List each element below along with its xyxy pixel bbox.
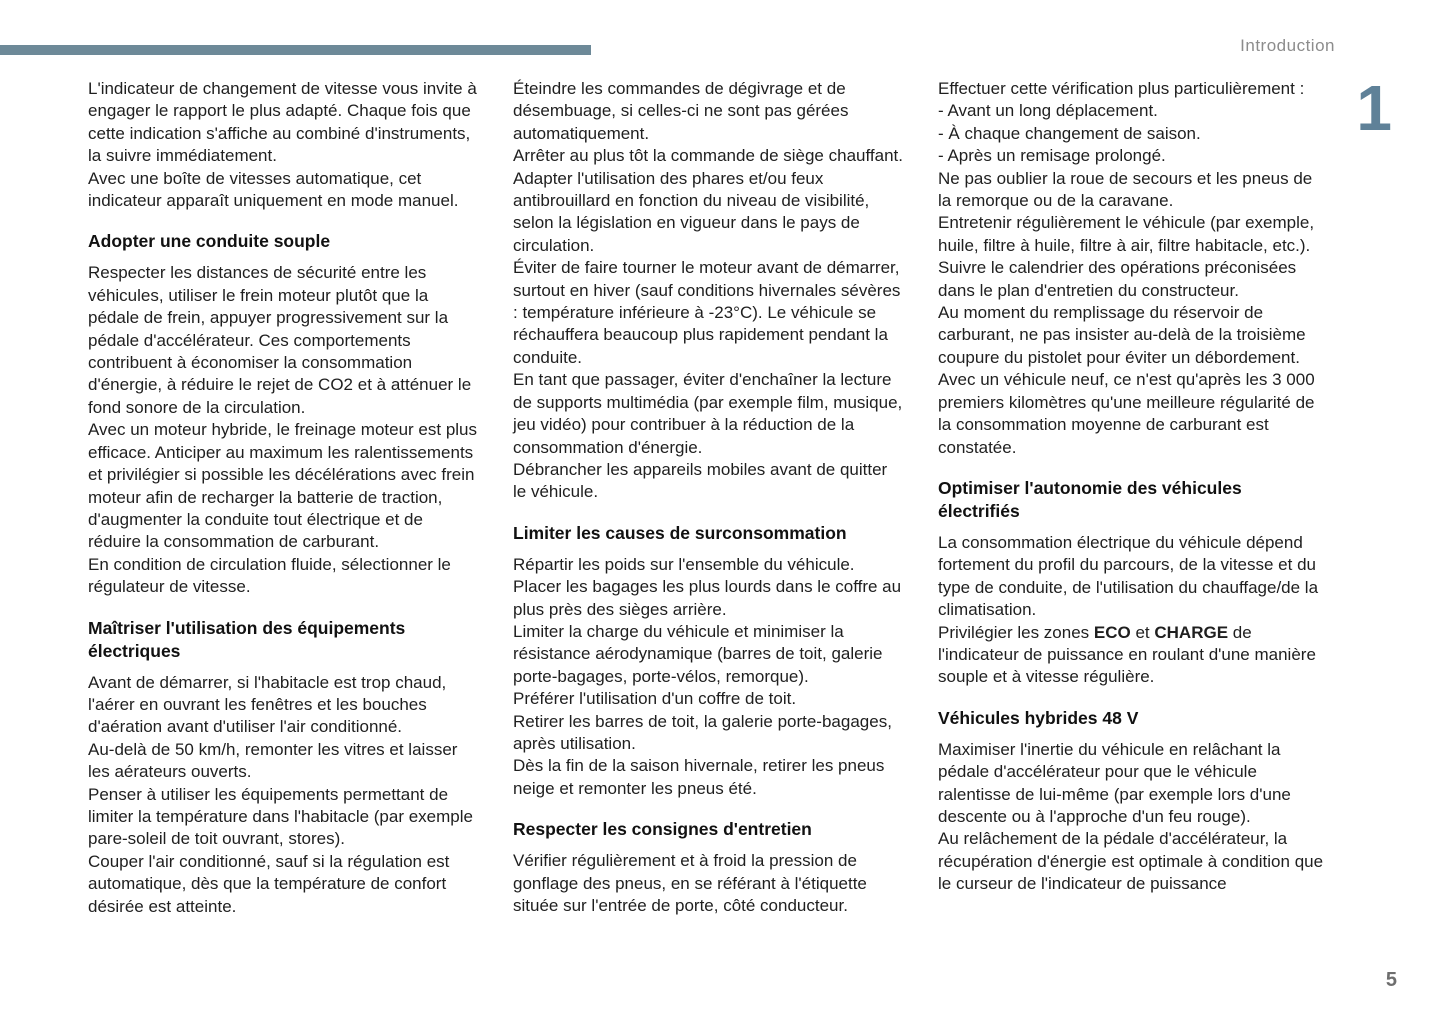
text-line: Au moment du remplissage du réservoir de carburant, ne pas insister au-delà de la troisième coupure du pistolet pour éviter un débordement. bbox=[938, 303, 1306, 367]
text-line: Débrancher les appareils mobiles avant de quitter le véhicule. bbox=[513, 459, 888, 502]
column-1 bbox=[88, 78, 478, 918]
text-line: - À chaque changement de saison. bbox=[938, 123, 1201, 143]
text-line: - Avant un long déplacement. bbox=[938, 101, 1158, 121]
text-line: L'indicateur de changement de vitesse vous invite à engager le rapport le plus adapté. Chaque fois que cette indication s'affiche au combiné d'instruments, la suivre immédiatement. bbox=[88, 79, 477, 166]
column-2 bbox=[513, 78, 903, 918]
text-line: Avec un moteur hybride, le freinage moteur est plus efficace. Anticiper au maximum les ralentissements et privilégier si possible les décélérations avec frein moteur afin de recharger la batterie de traction, d'augmenter la conduite tout électrique et de réduire la consommation de carburant. bbox=[88, 420, 478, 552]
page-number: 5 bbox=[1385, 969, 1397, 991]
text-line: Au relâchement de la pédale d'accélérateur, la récupération d'énergie est optimale à condition que le curseur de l'indicateur de puissance bbox=[938, 829, 1324, 894]
text-line: Maximiser l'inertie du véhicule en relâchant la pédale d'accélérateur pour que le véhicule ralentisse de lui-même (par exemple lors d'une descente ou à l'approche d'un feu rouge). bbox=[938, 739, 1291, 826]
paragraph bbox=[88, 672, 478, 918]
section-heading: Limiter les causes de surconsommation bbox=[513, 522, 847, 543]
text-line: Couper l'air conditionné, sauf si la régulation est automatique, dès que la température de confort désirée est atteinte. bbox=[88, 851, 450, 916]
text-line: Entretenir régulièrement le véhicule (par exemple, huile, filtre à huile, filtre à air, filtre habitacle, etc.). Suivre le calendrier des opérations préconisées dans le plan d'entretien du constructeur. bbox=[938, 213, 1315, 300]
paragraph bbox=[513, 78, 903, 504]
paragraph bbox=[938, 78, 1328, 459]
text-line: Préférer l'utilisation d'un coffre de toit. bbox=[513, 689, 797, 709]
section-heading: Respecter les consignes d'entretien bbox=[513, 819, 812, 840]
text-line: Effectuer cette vérification plus particulièrement : bbox=[938, 79, 1305, 98]
text-line: - Après un remisage prolongé. bbox=[938, 146, 1166, 166]
text-line: Retirer les barres de toit, la galerie porte-bagages, après utilisation. bbox=[513, 711, 892, 753]
section-heading: Maîtriser l'utilisation des équipements électriques bbox=[88, 617, 406, 661]
content-columns bbox=[88, 78, 1328, 918]
text-line: Arrêter au plus tôt la commande de siège chauffant. bbox=[513, 146, 903, 166]
text-line: Répartir les poids sur l'ensemble du véhicule. bbox=[513, 554, 855, 574]
text-line: Éteindre les commandes de dégivrage et de désembuage, si celles-ci ne sont pas gérées automatiquement. bbox=[513, 79, 849, 143]
paragraph bbox=[938, 532, 1328, 689]
text-line: Éviter de faire tourner le moteur avant de démarrer, surtout en hiver (sauf conditions hivernales sévères : température inférieure à -23°C). Le véhicule se réchauffera beaucoup plus rapidement pendant la conduite. bbox=[513, 258, 901, 367]
text-line: La consommation électrique du véhicule dépend fortement du profil du parcours, de la vitesse et du type de conduite, de l'utilisation du chauffage/de la climatisation. bbox=[938, 532, 1319, 620]
paragraph bbox=[513, 850, 903, 917]
paragraph bbox=[938, 739, 1328, 896]
chapter-number-tab: 1 bbox=[1356, 72, 1392, 144]
emphasized-term: ECO bbox=[1093, 622, 1131, 642]
text-line: En condition de circulation fluide, sélectionner le régulateur de vitesse. bbox=[88, 554, 451, 597]
header-accent-bar bbox=[0, 45, 591, 55]
section-heading: Véhicules hybrides 48 V bbox=[938, 707, 1139, 728]
text-line bbox=[938, 622, 1328, 689]
text-line: Ne pas oublier la roue de secours et les pneus de la remorque ou de la caravane. bbox=[938, 168, 1313, 211]
text-line: Avant de démarrer, si l'habitacle est trop chaud, l'aérer en ouvrant les fenêtres et les bouches d'aération avant d'utiliser l'air conditionné. bbox=[88, 672, 447, 737]
paragraph bbox=[513, 554, 903, 800]
text-line: Vérifier régulièrement et à froid la pression de gonflage des pneus, en se référant à l'étiquette située sur l'entrée de porte, côté conducteur. bbox=[513, 851, 867, 915]
text-run: Privilégier les zones bbox=[938, 622, 1094, 642]
text-line: En tant que passager, éviter d'enchaîner la lecture de supports multimédia (par exemple film, musique, jeu vidéo) pour contribuer à la réduction de la consommation d'énergie. bbox=[513, 370, 903, 457]
text-line: Respecter les distances de sécurité entre les véhicules, utiliser le frein moteur plutôt que la pédale de frein, appuyer progressivement sur la pédale d'accélérateur. Ces comportements contribuent à économiser la consommation d'énergie, à réduire le rejet de CO2 et à atténuer le fond sonore de la circulation. bbox=[88, 263, 472, 417]
paragraph bbox=[88, 262, 478, 598]
text-run: de l'indicateur de puissance en roulant d'une manière souple et à vitesse régulière. bbox=[938, 622, 1316, 687]
text-line: Limiter la charge du véhicule et minimiser la résistance aérodynamique (barres de toit, galerie porte-bagages, porte-vélos, remorque). bbox=[513, 621, 883, 686]
text-line: Placer les bagages les plus lourds dans le coffre au plus près des sièges arrière. bbox=[513, 577, 902, 619]
section-heading: Adopter une conduite souple bbox=[88, 231, 331, 252]
text-line: Penser à utiliser les équipements permettant de limiter la température dans l'habitacle (par exemple pare-soleil de toit ouvrant, stores). bbox=[88, 784, 473, 849]
text-line: Au-delà de 50 km/h, remonter les vitres et laisser les aérateurs ouverts. bbox=[88, 739, 458, 782]
paragraph bbox=[88, 78, 478, 212]
section-header-title: Introduction bbox=[1240, 36, 1335, 55]
text-line: Dès la fin de la saison hivernale, retirer les pneus neige et remonter les pneus été. bbox=[513, 756, 885, 798]
text-line: Avec une boîte de vitesses automatique, cet indicateur apparaît uniquement en mode manuel. bbox=[88, 168, 459, 211]
text-run: et bbox=[1130, 622, 1155, 642]
emphasized-term: CHARGE bbox=[1154, 622, 1229, 642]
section-heading: Optimiser l'autonomie des véhicules électrifiés bbox=[938, 477, 1242, 521]
text-line: Avec un véhicule neuf, ce n'est qu'après les 3 000 premiers kilomètres qu'une meilleure régularité de la consommation moyenne de carburant est constatée. bbox=[938, 370, 1315, 457]
column-3 bbox=[938, 78, 1328, 918]
text-line: Adapter l'utilisation des phares et/ou feux antibrouillard en fonction du niveau de visibilité, selon la législation en vigueur dans le pays de circulation. bbox=[513, 168, 870, 255]
